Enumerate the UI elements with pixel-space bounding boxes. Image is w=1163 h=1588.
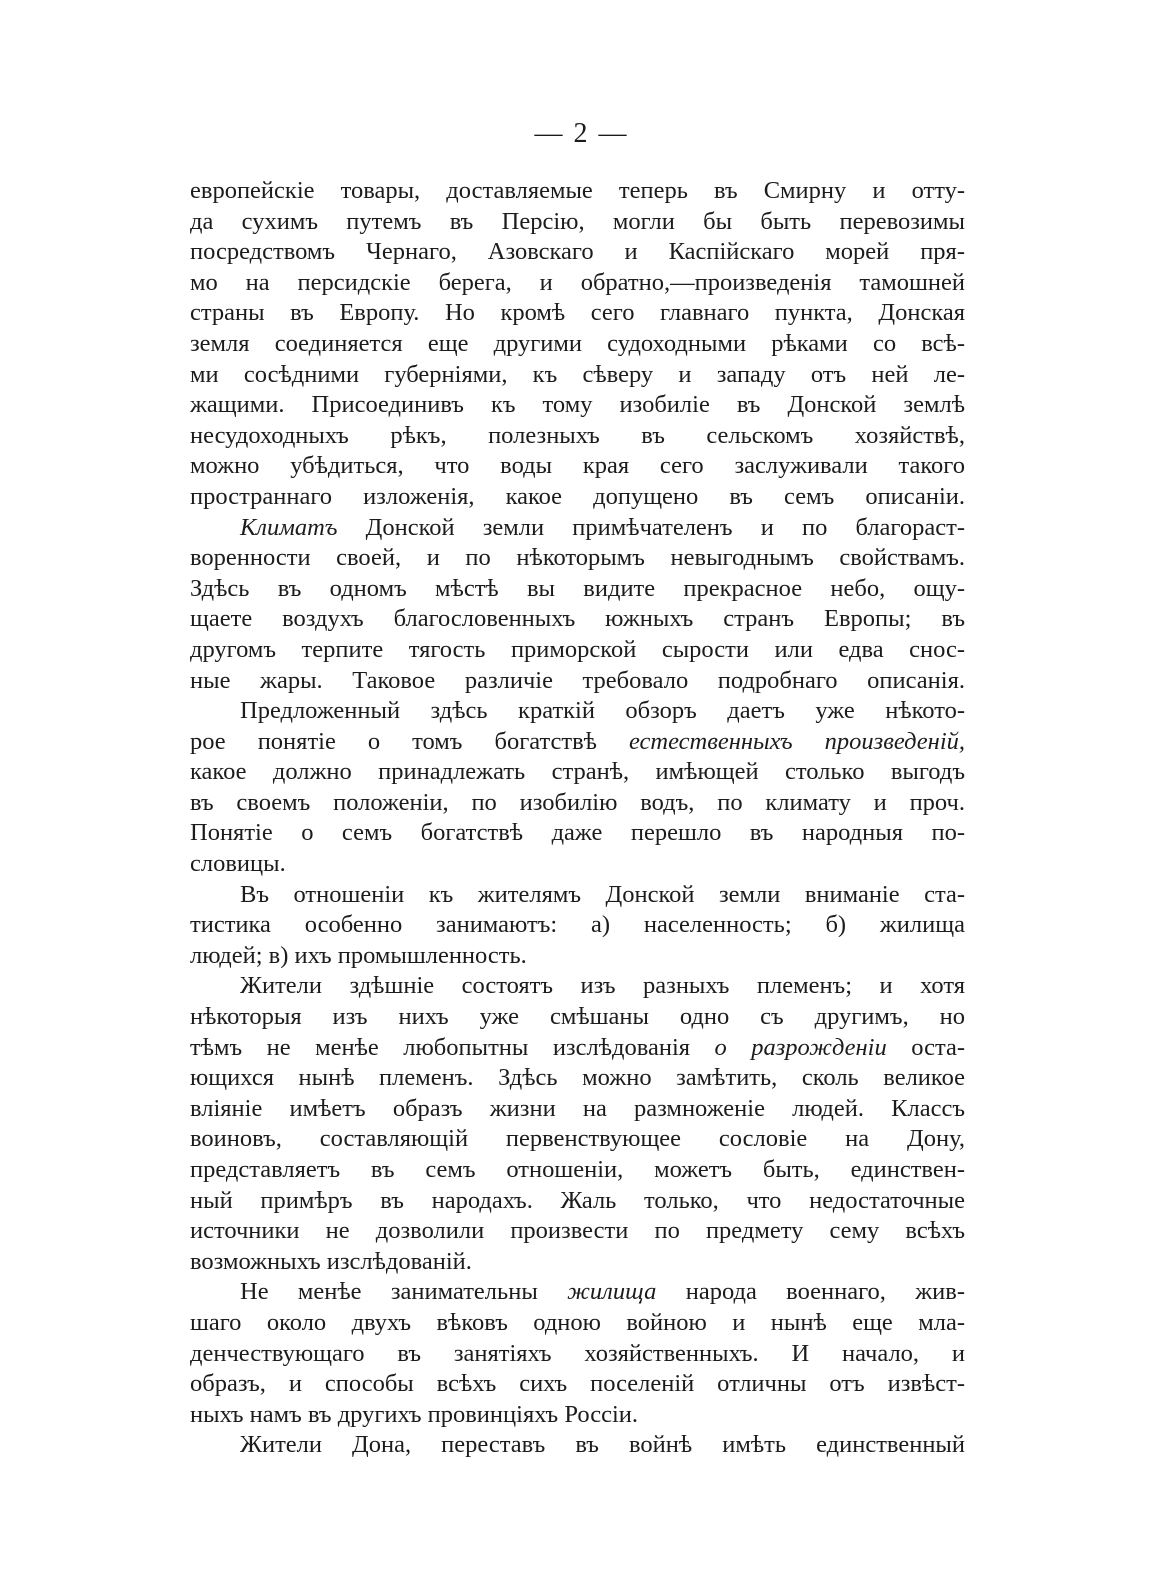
text-line: денчествующаго въ занятіяхъ хозяйственныхъ. И начало, и: [190, 1339, 965, 1367]
text-line: Климатъ Донской земли примѣчателенъ и по благораст-: [240, 513, 965, 541]
text-line: пространнаго изложенія, какое допущено въ семъ описаніи.: [190, 482, 965, 510]
text-line: Не менѣе занимательны жилища народа военнаго, жив-: [240, 1278, 965, 1306]
text-line: въ своемъ положеніи, по изобилію водъ, по климату и проч.: [190, 788, 965, 816]
text-line: нѣкоторыя изъ нихъ уже смѣшаны одно съ другимъ, но: [190, 1003, 965, 1031]
text-line: жащими. Присоединивъ къ тому изобиліе въ Донской землѣ: [190, 391, 965, 419]
paragraph: [190, 971, 965, 1277]
text-line: можно убѣдиться, что воды края сего заслуживали такого: [190, 452, 965, 480]
text-line: Здѣсь въ одномъ мѣстѣ вы видите прекрасное небо, ощу-: [190, 574, 965, 602]
text-line: мо на персидскіе берега, и обратно,—произведенія тамошней: [190, 268, 965, 296]
text-line: несудоходныхъ рѣкъ, полезныхъ въ сельскомъ хозяйствѣ,: [190, 421, 965, 449]
body-text: [190, 176, 965, 1461]
text-line: Въ отношеніи къ жителямъ Донской земли вниманіе ста-: [240, 880, 965, 908]
text-line: тѣмъ не менѣе любопытны изслѣдованія о разрожденіи оста-: [190, 1033, 965, 1061]
text-line: словицы.: [190, 850, 286, 878]
text-line: рое понятіе о томъ богатствѣ естественныхъ произведеній,: [190, 727, 965, 755]
text-line: страны въ Европу. Но кромѣ сего главнаго пункта, Донская: [190, 299, 965, 327]
text-line: Понятіе о семъ богатствѣ даже перешло въ народныя по-: [190, 819, 965, 847]
text-line: источники не дозволили произвести по предмету сему всѣхъ: [190, 1217, 965, 1245]
text-line: щаете воздухъ благословенныхъ южныхъ странъ Европы; въ: [190, 605, 965, 633]
paragraph: [190, 1430, 965, 1461]
text-line: тистика особенно занимаютъ: а) населенность; б) жилища: [190, 911, 965, 939]
text-line: воиновъ, составляющій первенствующее сословіе на Дону,: [190, 1125, 965, 1153]
text-line: возможныхъ изслѣдованій.: [190, 1247, 472, 1275]
text-line: воренности своей, и по нѣкоторымъ невыгоднымъ свойствамъ.: [190, 544, 965, 572]
text-line: ныхъ намъ въ другихъ провинціяхъ Россіи.: [190, 1400, 638, 1428]
paragraph: [190, 176, 965, 513]
text-line: другомъ терпите тягость приморской сырости или едва снос-: [190, 635, 965, 663]
text-line: ющихся нынѣ племенъ. Здѣсь можно замѣтить, сколь великое: [190, 1064, 965, 1092]
text-line: ми сосѣдними губерніями, къ сѣверу и западу отъ ней ле-: [190, 360, 965, 388]
paragraph: [190, 513, 965, 697]
text-line: земля соединяется еще другими судоходными рѣками со всѣ-: [190, 329, 965, 357]
paragraph: [190, 1277, 965, 1430]
paragraph: [190, 696, 965, 880]
text-line: людей; в) ихъ промышленность.: [190, 941, 527, 969]
text-line: Предложенный здѣсь краткій обзоръ даетъ уже нѣкото-: [240, 697, 965, 725]
text-line: Жители Дона, переставъ въ войнѣ имѣть единственный: [240, 1431, 965, 1459]
text-line: ные жары. Таковое различіе требовало подробнаго описанія.: [190, 666, 965, 694]
text-line: Жители здѣшніе состоятъ изъ разныхъ племенъ; и хотя: [240, 972, 965, 1000]
text-line: шаго около двухъ вѣковъ одною войною и нынѣ еще мла-: [190, 1308, 965, 1336]
page-number: — 2 —: [534, 118, 629, 149]
text-line: посредствомъ Чернаго, Азовскаго и Каспійскаго морей пря-: [190, 238, 965, 266]
text-line: европейскіе товары, доставляемые теперь въ Смирну и отту-: [190, 177, 965, 204]
text-line: какое должно принадлежать странѣ, имѣющей столько выгодъ: [190, 758, 965, 786]
text-line: вліяніе имѣетъ образъ жизни на размноженіе людей. Классъ: [190, 1094, 965, 1122]
text-line: да сухимъ путемъ въ Персію, могли бы быть перевозимы: [190, 207, 965, 235]
paragraph: [190, 880, 965, 972]
text-line: образъ, и способы всѣхъ сихъ поселеній отличны отъ извѣст-: [190, 1370, 965, 1398]
text-line: ный примѣръ въ народахъ. Жаль только, что недостаточные: [190, 1186, 965, 1214]
text-line: представляетъ въ семъ отношеніи, можетъ быть, единствен-: [190, 1156, 965, 1183]
